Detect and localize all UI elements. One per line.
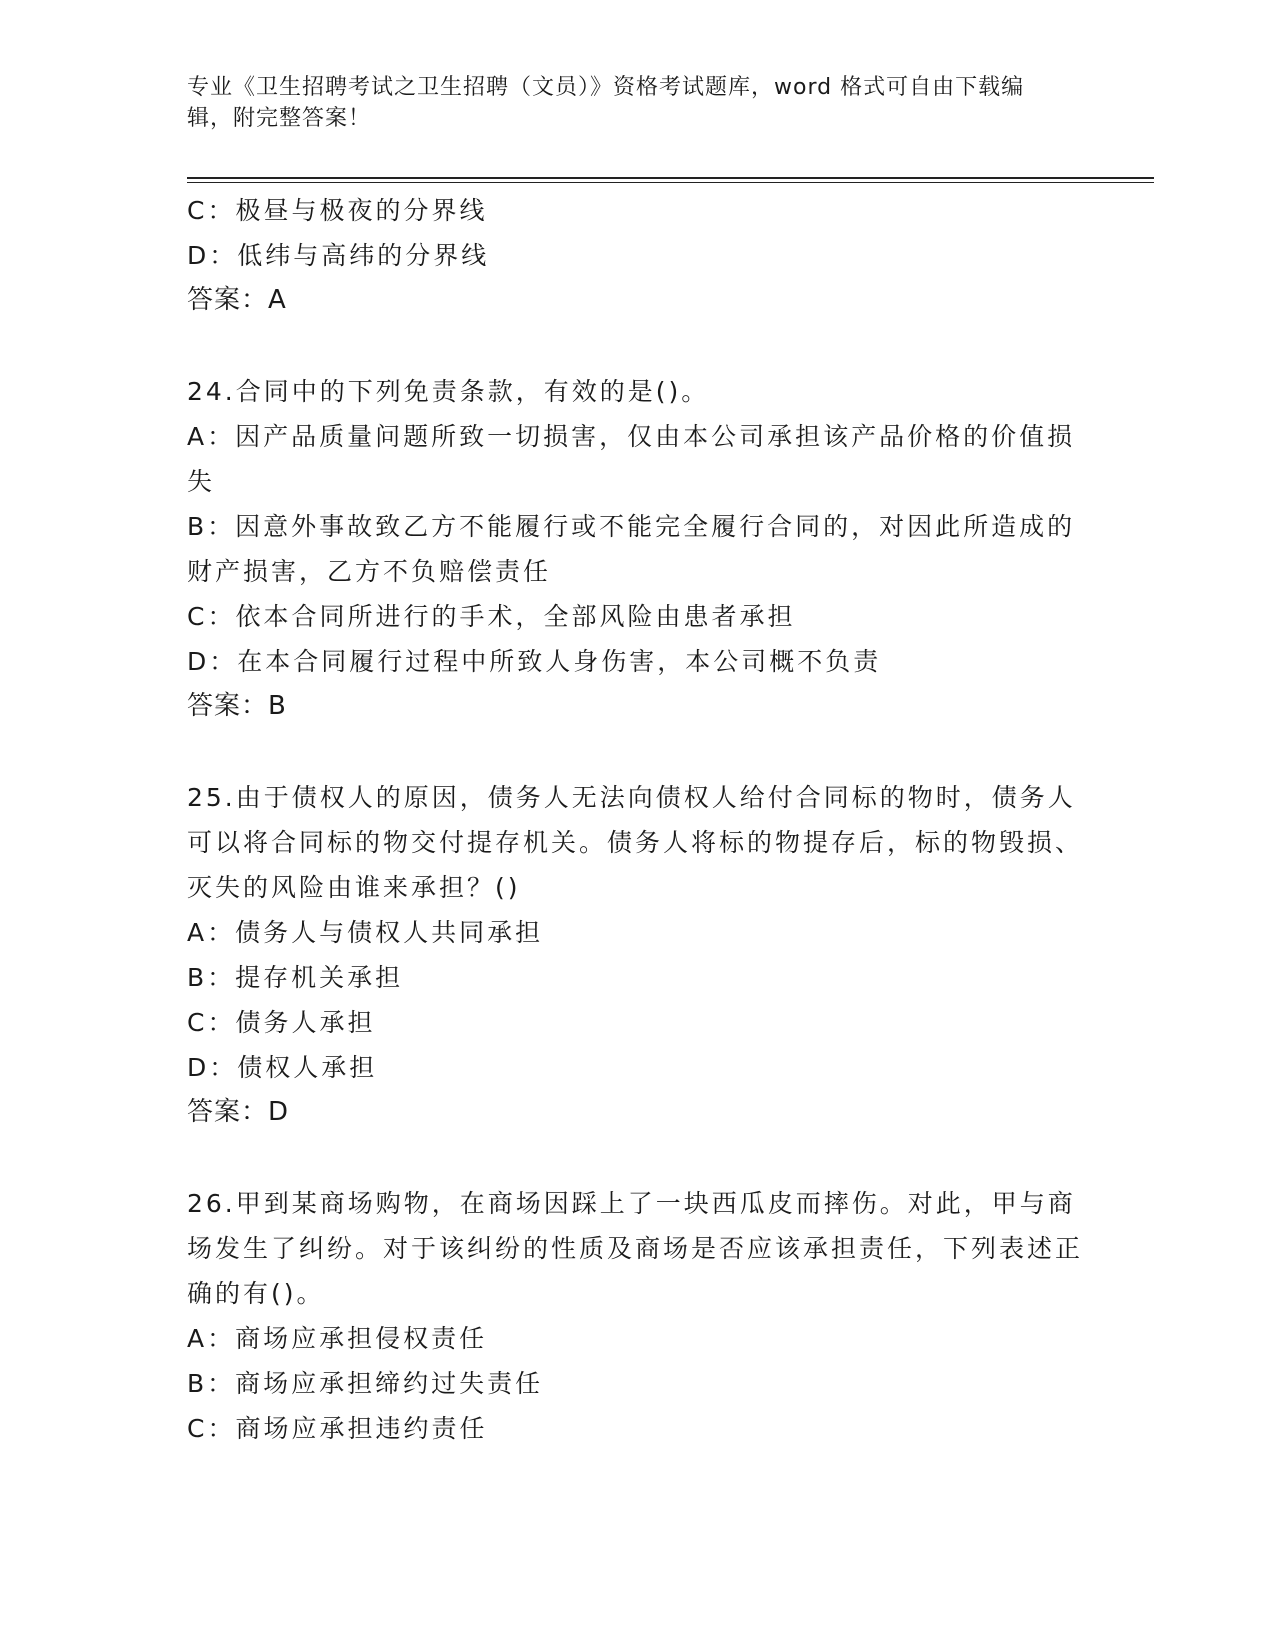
header-rule-thin [187,182,1154,183]
answer-line: 答案：D [187,1097,290,1127]
option-line: A：因产品质量问题所致一切损害，仅由本公司承担该产品价格的价值损失 [187,422,1076,496]
document-header: 专业《卫生招聘考试之卫生招聘（文员）》资格考试题库，word 格式可自由下载编辑，附完整答案！ [187,75,1025,131]
option-line: B：提存机关承担 [187,963,404,992]
answer-line: 答案：A [187,285,287,315]
header-rule-thick [187,177,1154,179]
option-line: C：依本合同所进行的手术，全部风险由患者承担 [187,602,796,631]
question-stem: 25.由于债权人的原因，债务人无法向债权人给付合同标的物时，债务人可以将合同标的物交付提存机关。债务人将标的物提存后，标的物毁损、灭失的风险由谁来承担？() [187,783,1084,902]
option-line: C：商场应承担违约责任 [187,1414,488,1443]
option-line: B：因意外事故致乙方不能履行或不能完全履行合同的，对因此所造成的财产损害，乙方不负赔偿责任 [187,512,1076,586]
answer-line: 答案：B [187,691,287,721]
option-line: D：低纬与高纬的分界线 [187,241,490,270]
option-line: D：在本合同履行过程中所致人身伤害，本公司概不负责 [187,647,882,676]
option-line: A：商场应承担侵权责任 [187,1324,488,1353]
question-stem: 26.甲到某商场购物，在商场因踩上了一块西瓜皮而摔伤。对此，甲与商场发生了纠纷。对于该纠纷的性质及商场是否应该承担责任，下列表述正确的有()。 [187,1189,1084,1308]
question-24 [187,369,1087,729]
question-25 [187,775,1087,1135]
document-body [187,188,1087,1451]
option-line: D：债权人承担 [187,1053,378,1082]
question-stem: 24.合同中的下列免责条款，有效的是()。 [187,377,710,406]
option-line: B：商场应承担缔约过失责任 [187,1369,544,1398]
question-26 [187,1181,1087,1451]
option-line: C：债务人承担 [187,1008,376,1037]
option-line: A：债务人与债权人共同承担 [187,918,544,947]
option-line: C：极昼与极夜的分界线 [187,196,488,225]
